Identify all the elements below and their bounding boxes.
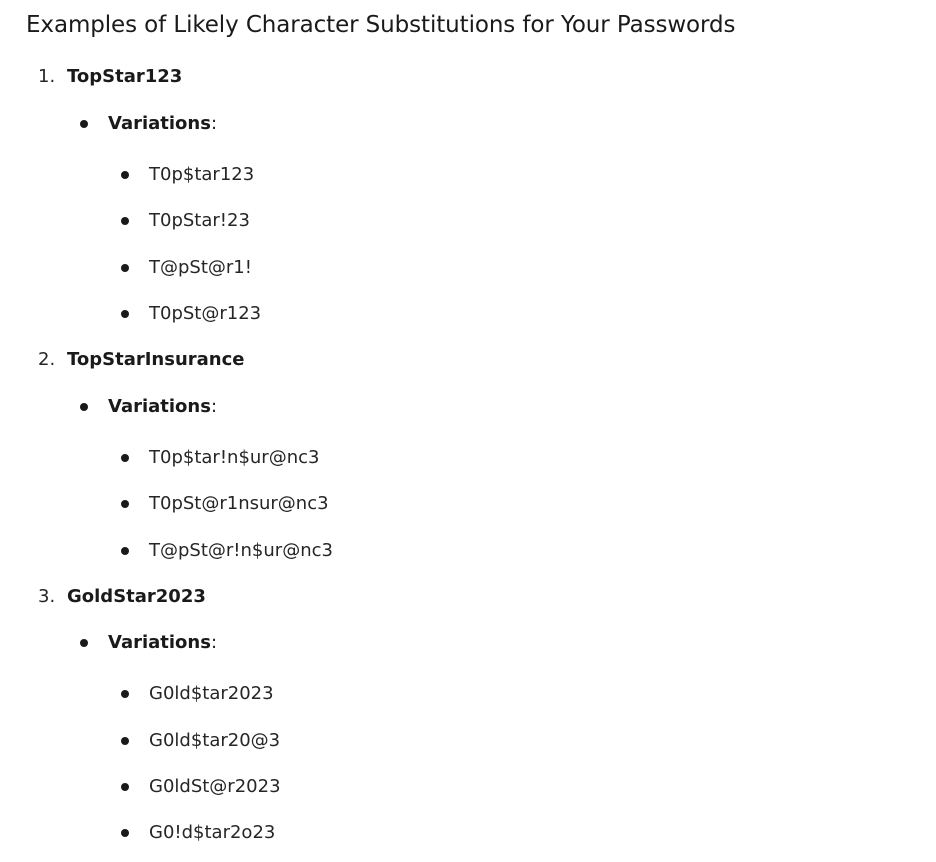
variation-item: G0ldSt@r2023 (149, 776, 281, 797)
bullet-icon (121, 217, 129, 225)
bullet-icon (80, 639, 88, 647)
bullet-icon (121, 500, 129, 508)
bullet-icon (121, 454, 129, 462)
variations-label: Variations: (108, 113, 218, 134)
variation-item: T0pSt@r123 (149, 303, 262, 324)
list-number: 3. (38, 586, 56, 607)
bullet-icon (80, 403, 88, 411)
bullet-icon (80, 120, 88, 128)
variation-item: T0pStar!23 (149, 210, 250, 231)
password-name: TopStar123 (67, 66, 183, 87)
bullet-icon (121, 783, 129, 791)
bullet-icon (121, 547, 129, 555)
variation-item: T0pSt@r1nsur@nc3 (149, 493, 329, 514)
variation-item: G0ld$tar20@3 (149, 730, 281, 751)
page-title: Examples of Likely Character Substitutions for Your Passwords (26, 12, 736, 38)
bullet-icon (121, 690, 129, 698)
variation-item: T0p$tar!n$ur@nc3 (149, 447, 320, 468)
variation-item: G0!d$tar2o23 (149, 822, 276, 843)
password-name: GoldStar2023 (67, 586, 206, 607)
variation-item: T@pSt@r1! (149, 257, 252, 278)
variation-item: T0p$tar123 (149, 164, 255, 185)
bullet-icon (121, 737, 129, 745)
variation-item: T@pSt@r!n$ur@nc3 (149, 540, 333, 561)
password-name: TopStarInsurance (67, 349, 245, 370)
variation-item: G0ld$tar2023 (149, 683, 274, 704)
bullet-icon (121, 171, 129, 179)
variations-label: Variations: (108, 396, 218, 417)
bullet-icon (121, 310, 129, 318)
bullet-icon (121, 264, 129, 272)
variations-label: Variations: (108, 632, 218, 653)
list-number: 1. (38, 66, 56, 87)
list-number: 2. (38, 349, 56, 370)
bullet-icon (121, 829, 129, 837)
